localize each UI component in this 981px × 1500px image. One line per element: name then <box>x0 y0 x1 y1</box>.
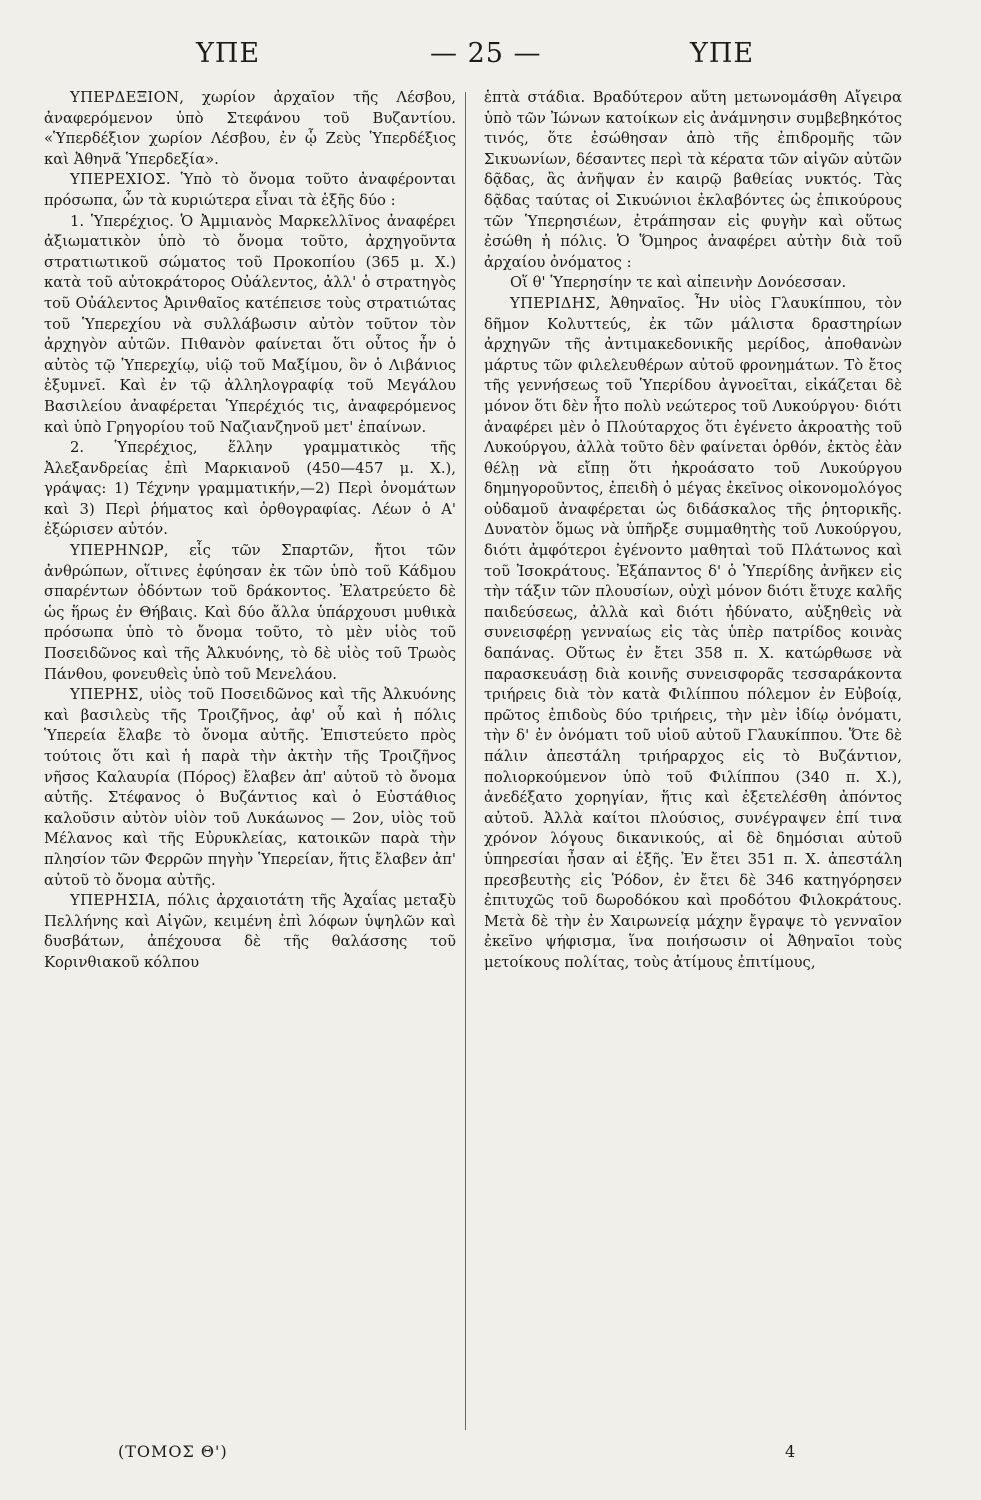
left-column <box>44 88 456 974</box>
entry-headword: ΥΠΕΡΗΝΩΡ <box>70 542 164 560</box>
entry-paragraph <box>44 212 456 439</box>
entry-paragraph <box>44 541 456 685</box>
entry-paragraph <box>44 891 456 973</box>
entry-text: , εἷς τῶν Σπαρτῶν, ἤτοι τῶν ἀνθρώπων, οἵτινες ἐφύησαν ἐκ τῶν ὑπὸ τοῦ Κάδμου σπαρέντων ὀδόντων τοῦ δράκοντος. Ἐλατρεύετο δὲ ὡς ἥρως ἐν Θήβαις. Καὶ δύο ἄλλα ὑπάρχουσι μυθικὰ πρόσωπα ὑπὸ τὸ ὄνομα τοῦτο, τὸ μὲν υἱὸς τοῦ Ποσειδῶνος καὶ τῆς Ἀλκυόνης, τὸ δὲ υἱὸς τοῦ Τρωὸς Πάνθου, φονευθεὶς ὑπὸ τοῦ Μενελάου. <box>44 542 456 683</box>
entry-text: Οἵ θ' Ὑπερησίην τε καὶ αἰπεινὴν Δονόεσσαν. <box>510 274 847 292</box>
entry-headword: ΥΠΕΡΔΕΞΙΟΝ <box>70 89 180 106</box>
header-right-guideword: ΥΠΕ <box>690 38 755 69</box>
entry-text: , υἱὸς τοῦ Ποσειδῶνος καὶ τῆς Ἀλκυόνης καὶ βασιλεὺς τῆς Τροιζῆνος, ἀφ' οὗ καὶ ἡ πόλις Ὑπερεία ἔλαβε τὸ ὄνομα αὐτῆς. Ἐπιστεύετο πρὸς τούτοις ὅτι καὶ ἡ παρὰ τὴν ἀκτὴν τῆς Τροιζῆνος νῆσος Καλαυρία (Πόρος) ἔλαβεν ἀπ' αὐτοῦ τὸ ὄνομα αὐτῆς. Στέφανος ὁ Βυζάντιος καὶ ὁ Εὐστάθιος καλοῦσιν αὐτὸν υἱὸν τοῦ Λυκάωνος — 2ον, υἱὸς τοῦ Μέλανος καὶ τῆς Εὐρυκλείας, κατοικῶν παρὰ τὴν πλησίον τῶν Φερρῶν πηγὴν Ὑπερείαν, ἥτις ἔλαβεν ἀπ' αὐτοῦ τὸ ὄνομα αὐτῆς. <box>44 686 456 889</box>
entry-subhead: 1. Ὑπερέχιος. <box>70 212 174 230</box>
entry-text: , χωρίον ἀρχαῖον τῆς Λέσβου, ἀναφερόμενον ὑπὸ Στεφάνου τοῦ Βυζαντίου. «Ὑπερδέξιον χωρίον Λέσβου, ἐν ᾧ Ζεὺς Ὑπερδέξιος καὶ Ἀθηνᾶ Ὑπερδεξία». <box>44 89 456 168</box>
volume-footer: (ΤΟΜΟΣ Θ') <box>118 1442 228 1461</box>
right-column <box>484 88 902 974</box>
column-divider <box>465 92 466 1430</box>
entry-paragraph <box>44 88 456 170</box>
running-header <box>0 38 981 78</box>
entry-paragraph <box>484 88 902 273</box>
header-left-guideword: ΥΠΕ <box>196 38 261 69</box>
entry-paragraph <box>44 685 456 891</box>
entry-subhead: 2. Ὑπερέχιος, <box>70 439 198 457</box>
entry-text: , πόλις ἀρχαιοτάτη τῆς Ἀχαΐας μεταξὺ Πελλήνης καὶ Αἰγῶν, κειμένη ἐπὶ λόφων ὑψηλῶν καὶ δυσβάτων, ἀπέχουσα δὲ τῆς θαλάσσης τοῦ Κορινθιακοῦ κόλπου <box>44 892 456 971</box>
entry-headword: ΥΠΕΡΗΣΙΑ <box>70 892 156 910</box>
entry-text: ἕλλην γραμματικὸς τῆς Ἀλεξανδρείας ἐπὶ Μαρκιανοῦ (450—457 μ. Χ.), γράψας: 1) Τέχνην γραμματικήν,—2) Περὶ ὀνομάτων καὶ 3) Περὶ ῥήματος καὶ ὀρθογραφίας. Λέων ὁ Α' ἐξώρισεν αὐτόν. <box>44 439 456 539</box>
entry-paragraph <box>44 438 456 541</box>
entry-headword: ΥΠΕΡΗΣ <box>70 686 139 704</box>
entry-text: ἑπτὰ στάδια. Βραδύτερον αὕτη μετωνομάσθη Αἴγειρα ὑπὸ τῶν Ἰώνων κατοίκων εἰς ἀνάμνησιν συμβεβηκότος τινός, ὅτε ἐσώθησαν ἀπὸ τῆς ἐπιδρομῆς τῶν Σικυωνίων, δέσαντες περὶ τὰ κέρατα τῶν αἰγῶν αὐτῶν δᾷδας, ἃς ἀνῆψαν ἐν καιρῷ βαθείας νυκτός. Τὰς δᾷδας ταύτας οἱ Σικυώνιοι ἐκλαβόντες ὡς ἐπικούρους τῶν Ὑπερησιέων, ἐτράπησαν εἰς φυγὴν καὶ οὕτως ἐσώθη ἡ πόλις. Ὁ Ὅμηρος ἀναφέρει αὐτὴν διὰ τοῦ ἀρχαίου ὀνόματος : <box>484 89 902 271</box>
entry-text: , Ἀθηναῖος. Ἦν υἱὸς Γλαυκίππου, τὸν δῆμον Κολυττεύς, ἐκ τῶν μάλιστα δραστηρίων ἀρχηγῶν τῆς ἀντιμακεδονικῆς μερίδος, ἀποθανὼν μάρτυς τῶν φιλελευθέρων αὐτοῦ φρονημάτων. Τὸ ἔτος τῆς γεννήσεως τοῦ Ὑπερίδου ἀγνοεῖται, εἰκάζεται δὲ μόνον ὅτι δὲν ἦτο πολὺ νεώτερος τοῦ Λυκούργου· διότι ἀναφέρει μὲν ὁ Πλούταρχος ὅτι ἐγένετο ἀκροατὴς τοῦ Λυκούργου, ἀλλὰ τοῦτο δὲν φαίνεται ὀρθόν, ἐκτὸς ἐὰν θέλῃ νὰ εἴπῃ ὅτι ἠκροάσατο τοῦ Λυκούργου δημηγοροῦντος, ἐπειδὴ ὁ μέγας ἐκεῖνος οἰκονομολόγος οὐδαμοῦ ἀναφέρεται ὡς διδάσκαλος τῆς ῥητορικῆς. Δυνατὸν ὅμως νὰ ὑπῆρξε συμμαθητὴς τοῦ Λυκούργου, διότι ἀμφότεροι ἐγένοντο μαθηταὶ τοῦ Πλάτωνος καὶ τοῦ Ἰσοκράτους. Ἐξάπαντος δ' ὁ Ὑπερίδης ἀνῆκεν εἰς τὴν τάξιν τῶν πλουσίων, οὐχὶ μόνον διότι ἔτυχε καλῆς παιδεύσεως, ἀλλὰ καὶ διότι ἠδύνατο, αὐξηθεὶς νὰ συνεισφέρῃ γενναίως εἰς τὰς ὑπὲρ πατρίδος κοινὰς δαπάνας. Οὕτως ἐν ἔτει 358 π. Χ. κατώρθωσε νὰ παρασκευάσῃ διὰ κοινῆς συνεισφορᾶς τεσσαράκοντα τριήρεις διὰ τὸν κατὰ Φιλίππου πόλεμον ἐν Εὐβοίᾳ, πρῶτος ἐπιδοὺς δύο τριήρεις, τὴν μὲν ἰδίῳ ὀνόματι, τὴν δ' ἐν ὀνόματι τοῦ υἱοῦ αὐτοῦ Γλαυκίππου. Ὅτε δὲ πάλιν ἀπεστάλη τριήραρχος εἰς τὸ Βυζάντιον, πολιορκούμενον ὑπὸ τοῦ Φιλίππου (340 π. Χ.), ἀνεδέξατο χορηγίαν, ἥτις καὶ ἐξετελέσθη ἀπόντος αὐτοῦ. Ἀλλὰ καίτοι πλούσιος, συνέγραψεν ἐπί τινα χρόνον λόγους δικανικούς, αἱ δὲ δημόσιαι αὐτοῦ ὑπηρεσίαι ἦσαν αἱ ἑξῆς. Ἐν ἔτει 351 π. Χ. ἀπεστάλη πρεσβευτὴς εἰς Ῥόδον, ἐν ἔτει δὲ 346 κατηγόρησεν ἐπιτυχῶς τοῦ δωροδόκου καὶ προδότου Φιλοκράτους. Μετὰ δὲ τὴν ἐν Χαιρωνείᾳ μάχην ἔγραψε τὸ γενναῖον ἐκεῖνο ψήφισμα, ἵνα ποιήσωσιν οἱ Ἀθηναῖοι τοὺς μετοίκους πολίτας, τοὺς ἀτίμους ἐπιτίμους, <box>484 294 902 971</box>
entry-text: . Ὑπὸ τὸ ὄνομα τοῦτο ἀναφέρονται πρόσωπα, ὧν τὰ κυριώτερα εἶναι τὰ ἑξῆς δύο : <box>44 171 456 209</box>
entry-paragraph <box>484 294 902 974</box>
verse-quotation <box>484 273 902 294</box>
entry-headword: ΥΠΕΡΕΧΙΟΣ <box>70 171 166 189</box>
header-page-number: — 25 — <box>430 38 542 69</box>
entry-paragraph <box>44 170 456 211</box>
entry-text: Ὁ Ἀμμιανὸς Μαρκελλῖνος ἀναφέρει ἀξιωματικὸν ὑπὸ τὸ ὄνομα τοῦτο, ἀρχηγοῦντα στρατιωτικοῦ σώματος τοῦ Προκοπίου (365 μ. Χ.) κατὰ τοῦ αὐτοκράτορος Οὐάλεντος, ἀλλ' ὁ στρατηγὸς τοῦ Οὐάλεντος Ἀρινθαῖος κατέπεισε τοὺς στρατιώτας τοῦ Ὑπερεχίου νὰ συλλάβωσιν αὐτὸν τοῦτον τὸν ἀρχηγὸν αὐτῶν. Πιθανὸν φαίνεται ὅτι οὗτος ἦν ὁ αὐτὸς τῷ Ὑπερεχίῳ, υἱῷ τοῦ Μαξίμου, ὃν ὁ Λιβάνιος ἐξυμνεῖ. Καὶ ἐν τῷ ἀλληλογραφίᾳ τοῦ Μεγάλου Βασιλείου ἀναφέρεται Ὑπερέχιός τις, ἀναφερόμενος καὶ ὑπὸ Γρηγορίου τοῦ Ναζιανζηνοῦ μετ' ἐπαίνων. <box>44 212 456 436</box>
entry-headword: ΥΠΕΡΙΔΗΣ <box>510 294 596 312</box>
signature-mark: 4 <box>785 1442 796 1461</box>
